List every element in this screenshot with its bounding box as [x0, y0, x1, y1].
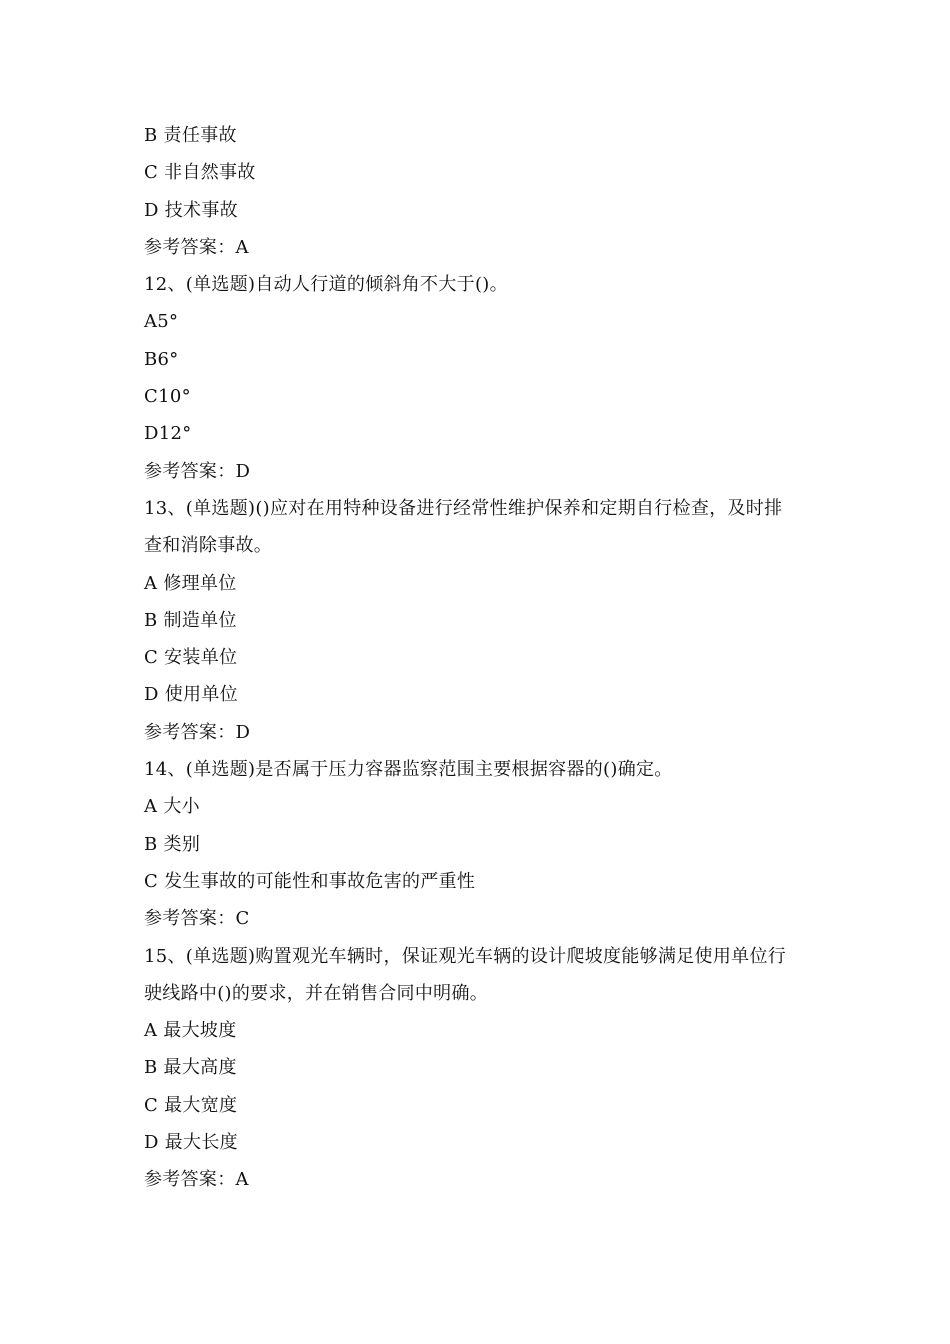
option-d: D12° [144, 423, 192, 445]
option-d: D 使用单位 [144, 684, 238, 706]
question-block-11 [144, 117, 824, 266]
question-text [144, 751, 824, 788]
question-block-13 [144, 490, 824, 751]
option-b: B 责任事故 [144, 125, 237, 146]
option-c: C 非自然事故 [144, 162, 256, 184]
question-line: 查和消除事故。 [144, 535, 273, 557]
question-line: 15、(单选题)购置观光车辆时，保证观光车辆的设计爬坡度能够满足使用单位行 [144, 945, 787, 967]
question-line: 12、(单选题)自动人行道的倾斜角不大于()。 [144, 274, 508, 296]
option-b: B 制造单位 [144, 609, 237, 631]
option-a: A5° [144, 311, 179, 333]
question-line: 14、(单选题)是否属于压力容器监察范围主要根据容器的()确定。 [144, 759, 673, 781]
question-line: 驶线路中()的要求，并在销售合同中明确。 [144, 982, 489, 1004]
reference-answer: 参考答案：D [144, 460, 251, 482]
option-a: A 大小 [144, 796, 200, 818]
option-d: D 技术事故 [144, 199, 238, 221]
question-line: 13、(单选题)()应对在用特种设备进行经常性维护保养和定期自行检查，及时排 [144, 497, 783, 519]
question-text [144, 938, 824, 1013]
question-text [144, 266, 824, 303]
reference-answer: 参考答案：A [144, 1169, 249, 1191]
exam-page [144, 117, 824, 1199]
reference-answer: 参考答案：A [144, 236, 249, 258]
option-b: B 最大高度 [144, 1057, 237, 1079]
option-b: B 类别 [144, 833, 201, 855]
option-a: A 最大坡度 [144, 1020, 237, 1042]
question-block-12 [144, 266, 824, 490]
option-d: D 最大长度 [144, 1132, 238, 1154]
option-a: A 修理单位 [144, 572, 237, 594]
question-block-15 [144, 938, 824, 1199]
option-c: C 最大宽度 [144, 1094, 238, 1116]
reference-answer: 参考答案：C [144, 908, 250, 930]
option-c: C 发生事故的可能性和事故危害的严重性 [144, 870, 476, 892]
option-c: C10° [144, 386, 191, 408]
question-block-14 [144, 751, 824, 937]
reference-answer: 参考答案：D [144, 721, 251, 743]
option-c: C 安装单位 [144, 647, 238, 669]
option-b: B6° [144, 348, 179, 370]
question-text [144, 490, 824, 565]
